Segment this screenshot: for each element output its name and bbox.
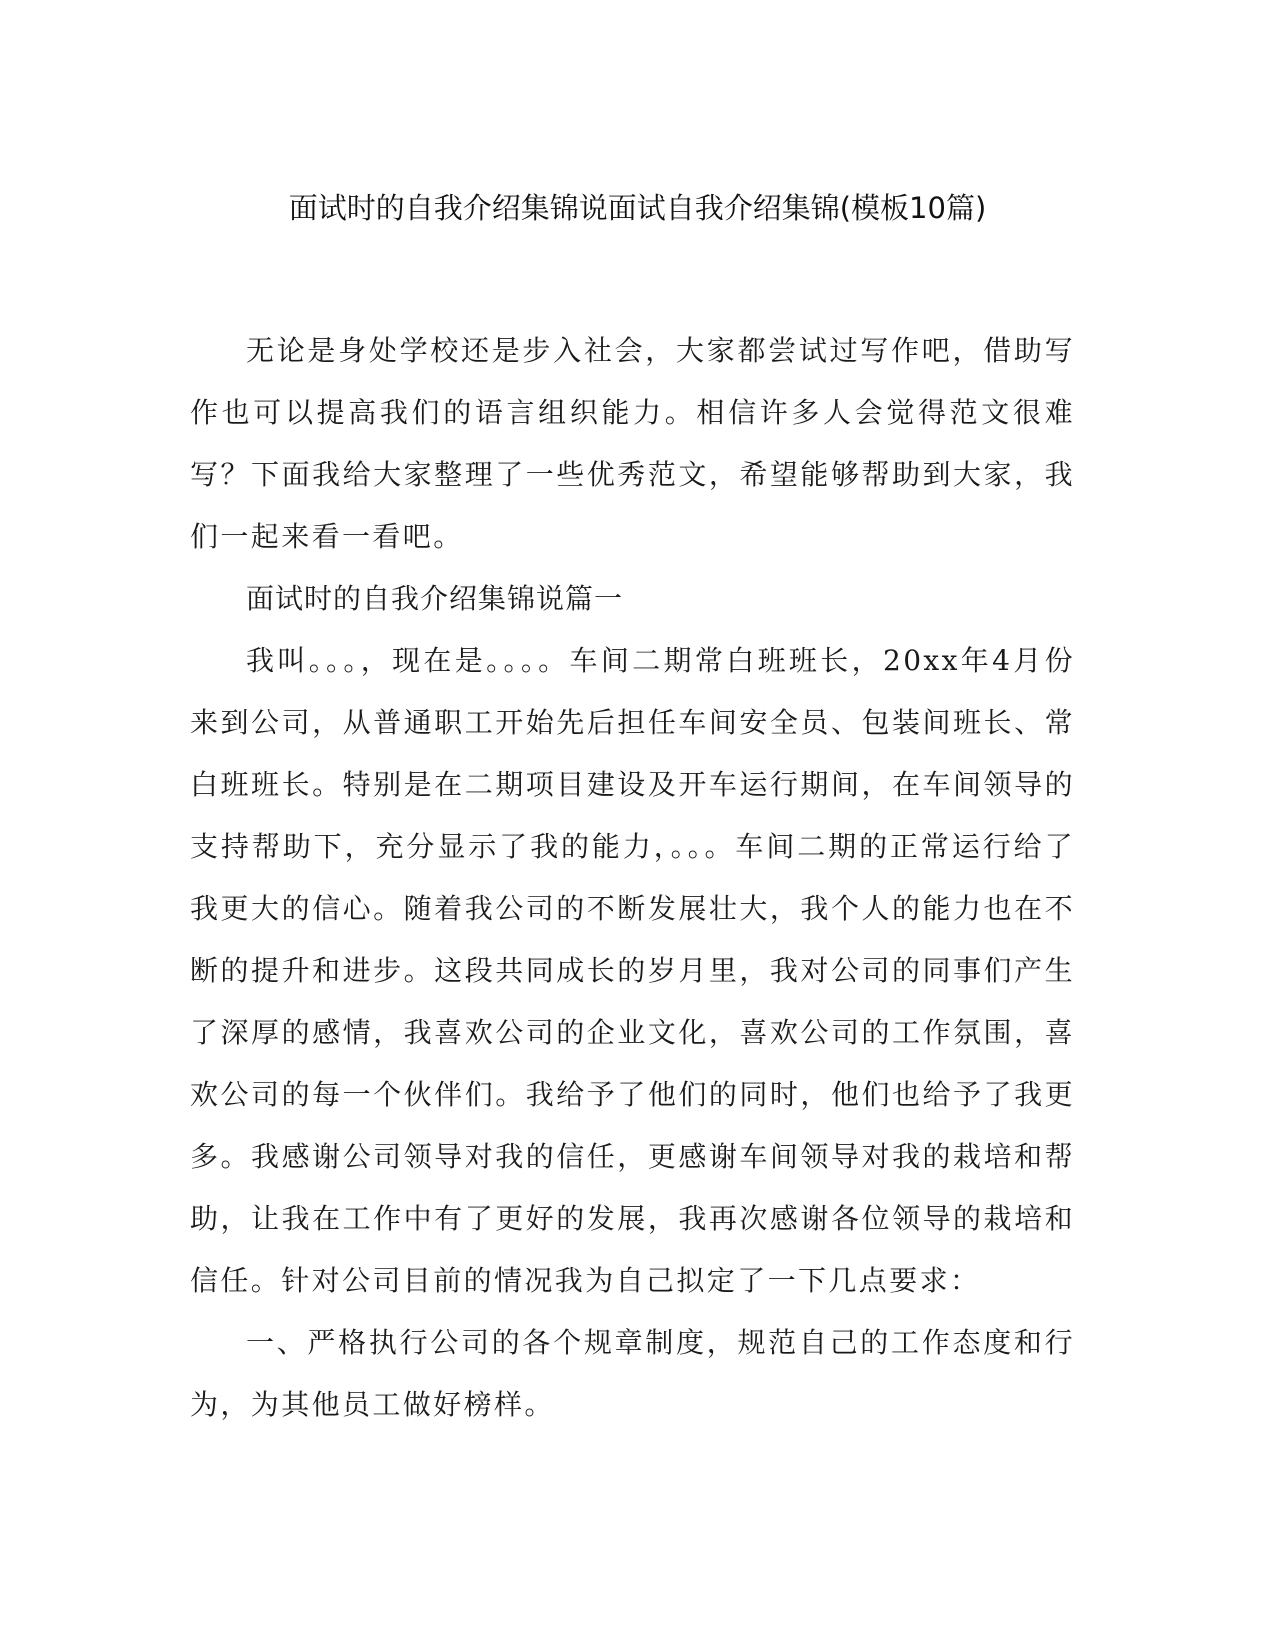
intro-paragraph: 无论是身处学校还是步入社会，大家都尝试过写作吧，借助写作也可以提高我们的语言组织能力。相信许多人会觉得范文很难写？下面我给大家整理了一些优秀范文，希望能够帮助到大家，我们一起来看一看吧。 [190,334,1075,553]
list-paragraph: 一、严格执行公司的各个规章制度，规范自己的工作态度和行为，为其他员工做好榜样。 [190,1326,1075,1421]
document-title: 面试时的自我介绍集锦说面试自我介绍集锦(模板10篇) [288,191,987,225]
body-paragraph: 我叫。。。，现在是。。。。车间二期常白班班长，20xx年4月份来到公司，从普通职工开始先后担任车间安全员、包装间班长、常白班班长。特别是在二期项目建设及开车运行期间，在车间领导的支持帮助下，充分显示了我的能力，。。。车间二期的正常运行给了我更大的信心。随着我公司的不断发展壮大，我个人的能力也在不断的提升和进步。这段共同成长的岁月里，我对公司的同事们产生了深厚的感情，我喜欢公司的企业文化，喜欢公司的工作氛围，喜欢公司的每一个伙伴们。我给予了他们的同时，他们也给予了我更多。我感谢公司领导对我的信任，更感谢车间领导对我的栽培和帮助，让我在工作中有了更好的发展，我再次感谢各位领导的栽培和信任。针对公司目前的情况我为自己拟定了一下几点要求： [190,644,1075,1297]
document-body [190,320,1075,1436]
section-heading: 面试时的自我介绍集锦说篇一 [246,582,624,615]
